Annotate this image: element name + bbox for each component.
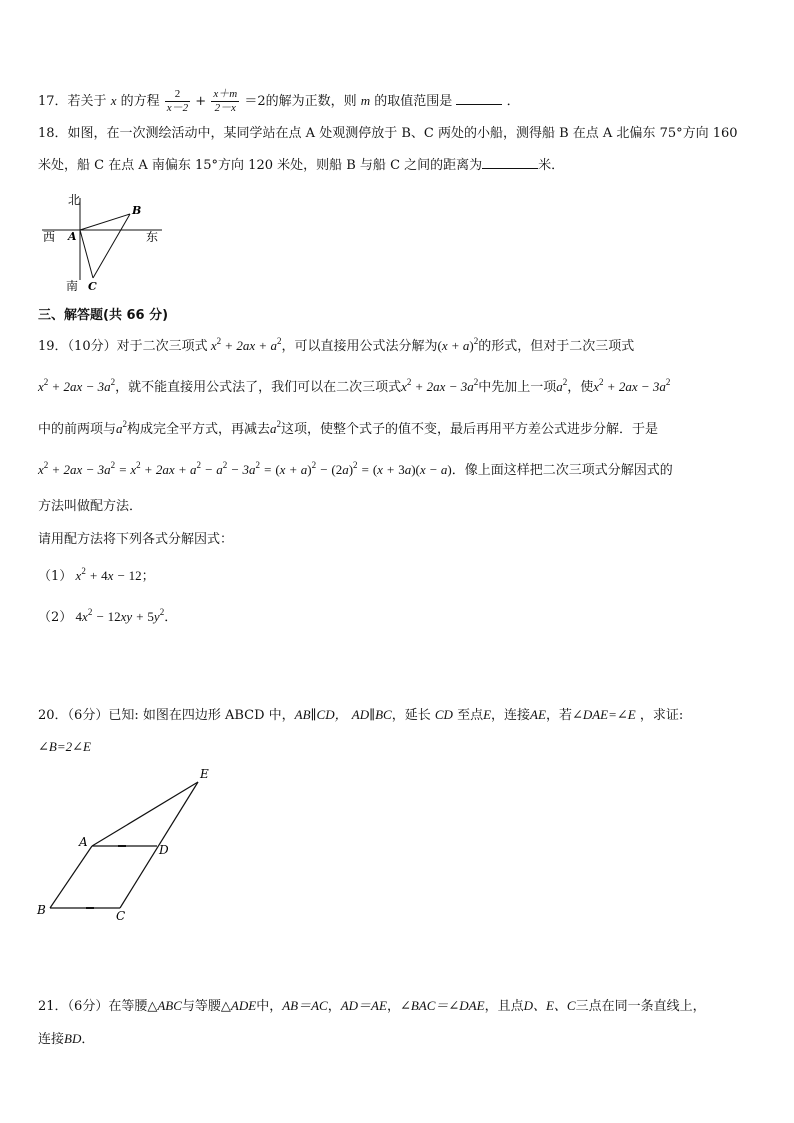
point-e: E [200, 767, 209, 781]
point-b: B [37, 903, 46, 917]
point-c: C [116, 909, 126, 923]
compass-figure [38, 188, 168, 294]
question-20-line-1: 20．（6分）已知: 如图在四边形 ABCD 中，AB∥CD， AD∥BC，延长 CD 至点E，连接AE，若∠DAE=∠E ，求证: [38, 707, 684, 723]
fraction-2: $\frac{x+m}{2-x}$ [213, 88, 238, 114]
question-19-line-3: 中的前两项与$a^2$构成完全平方式，再减去$a^2$这项，使整个式子的值不变，最后再用平方差公式进步分解．于是 [38, 419, 659, 437]
question-18-line-2: 米处，船 C 在点 A 南偏东 15°方向 120 米处，则船 B 与船 C 之间的距离为 米． [38, 158, 565, 173]
answer-blank[interactable] [456, 92, 502, 105]
point-a: A [79, 835, 88, 849]
fraction-1: $\frac{2}{x-2}$ [166, 88, 189, 114]
parallelogram-figure [30, 762, 230, 924]
question-19-line-6: 请用配方法将下列各式分解因式： [38, 532, 234, 547]
question-17: 17．若关于 x 的方程 $\frac{2}{x-2}$ + $\frac{x+m}{2-x}$ ＝2的解为正数，则 m 的取值范围是 ． [38, 88, 520, 114]
label-west: 西 [43, 230, 56, 244]
point-a: A [68, 230, 77, 243]
question-19-part-1: （1） $x^2 + 4x - 12$； [38, 566, 155, 584]
question-19-part-2: （2） $4x^2 - 12xy + 5y^2$． [38, 607, 178, 625]
point-b: B [132, 204, 142, 217]
question-19-line-2: $x^2 + 2ax - 3a^2$，就不能直接用公式法了，我们可以在二次三项式$x^2 + 2ax - 3a^2$中先加上一项$a^2$，使$x^2 + 2ax - 3a^2$ [38, 377, 671, 395]
question-19-line-4: $x^2 + 2ax - 3a^2 = x^2 + 2ax + a^2 - a^2 - 3a^2 = (x + a)^2 - (2a)^2 = (x + 3a)(x - a)$．像上面这样把二次三项式分解因式的 [38, 460, 673, 478]
point-d: D [159, 843, 169, 857]
question-18-line-1: 18．如图，在一次测绘活动中，某同学站在点 A 处观测停放于 B、C 两处的小船，测得船 B 在点 A 北偏东 75°方向 160 [38, 126, 738, 141]
section-title: 三、解答题(共 66 分) [38, 308, 169, 323]
point-c: C [88, 280, 97, 293]
answer-blank[interactable] [482, 156, 538, 169]
question-20-line-2: ∠B=2∠E [38, 739, 91, 754]
label-east: 东 [146, 230, 159, 244]
question-21-line-2: 连接BD． [38, 1031, 95, 1047]
label-north: 北 [68, 193, 81, 207]
question-21-line-1: 21．（6分）在等腰△ABC与等腰△ADE中，AB＝AC，AD＝AE，∠BAC＝∠DAE，且点D、E、C三点在同一条直线上， [38, 998, 706, 1014]
question-19-line-1: 19．（10分）对于二次三项式 $x^2 + 2ax + a^2$，可以直接用公式法分解为$(x + a)^2$的形式，但对于二次三项式 [38, 336, 635, 354]
label-south: 南 [66, 279, 79, 293]
question-19-line-5: 方法叫做配方法． [38, 499, 143, 514]
